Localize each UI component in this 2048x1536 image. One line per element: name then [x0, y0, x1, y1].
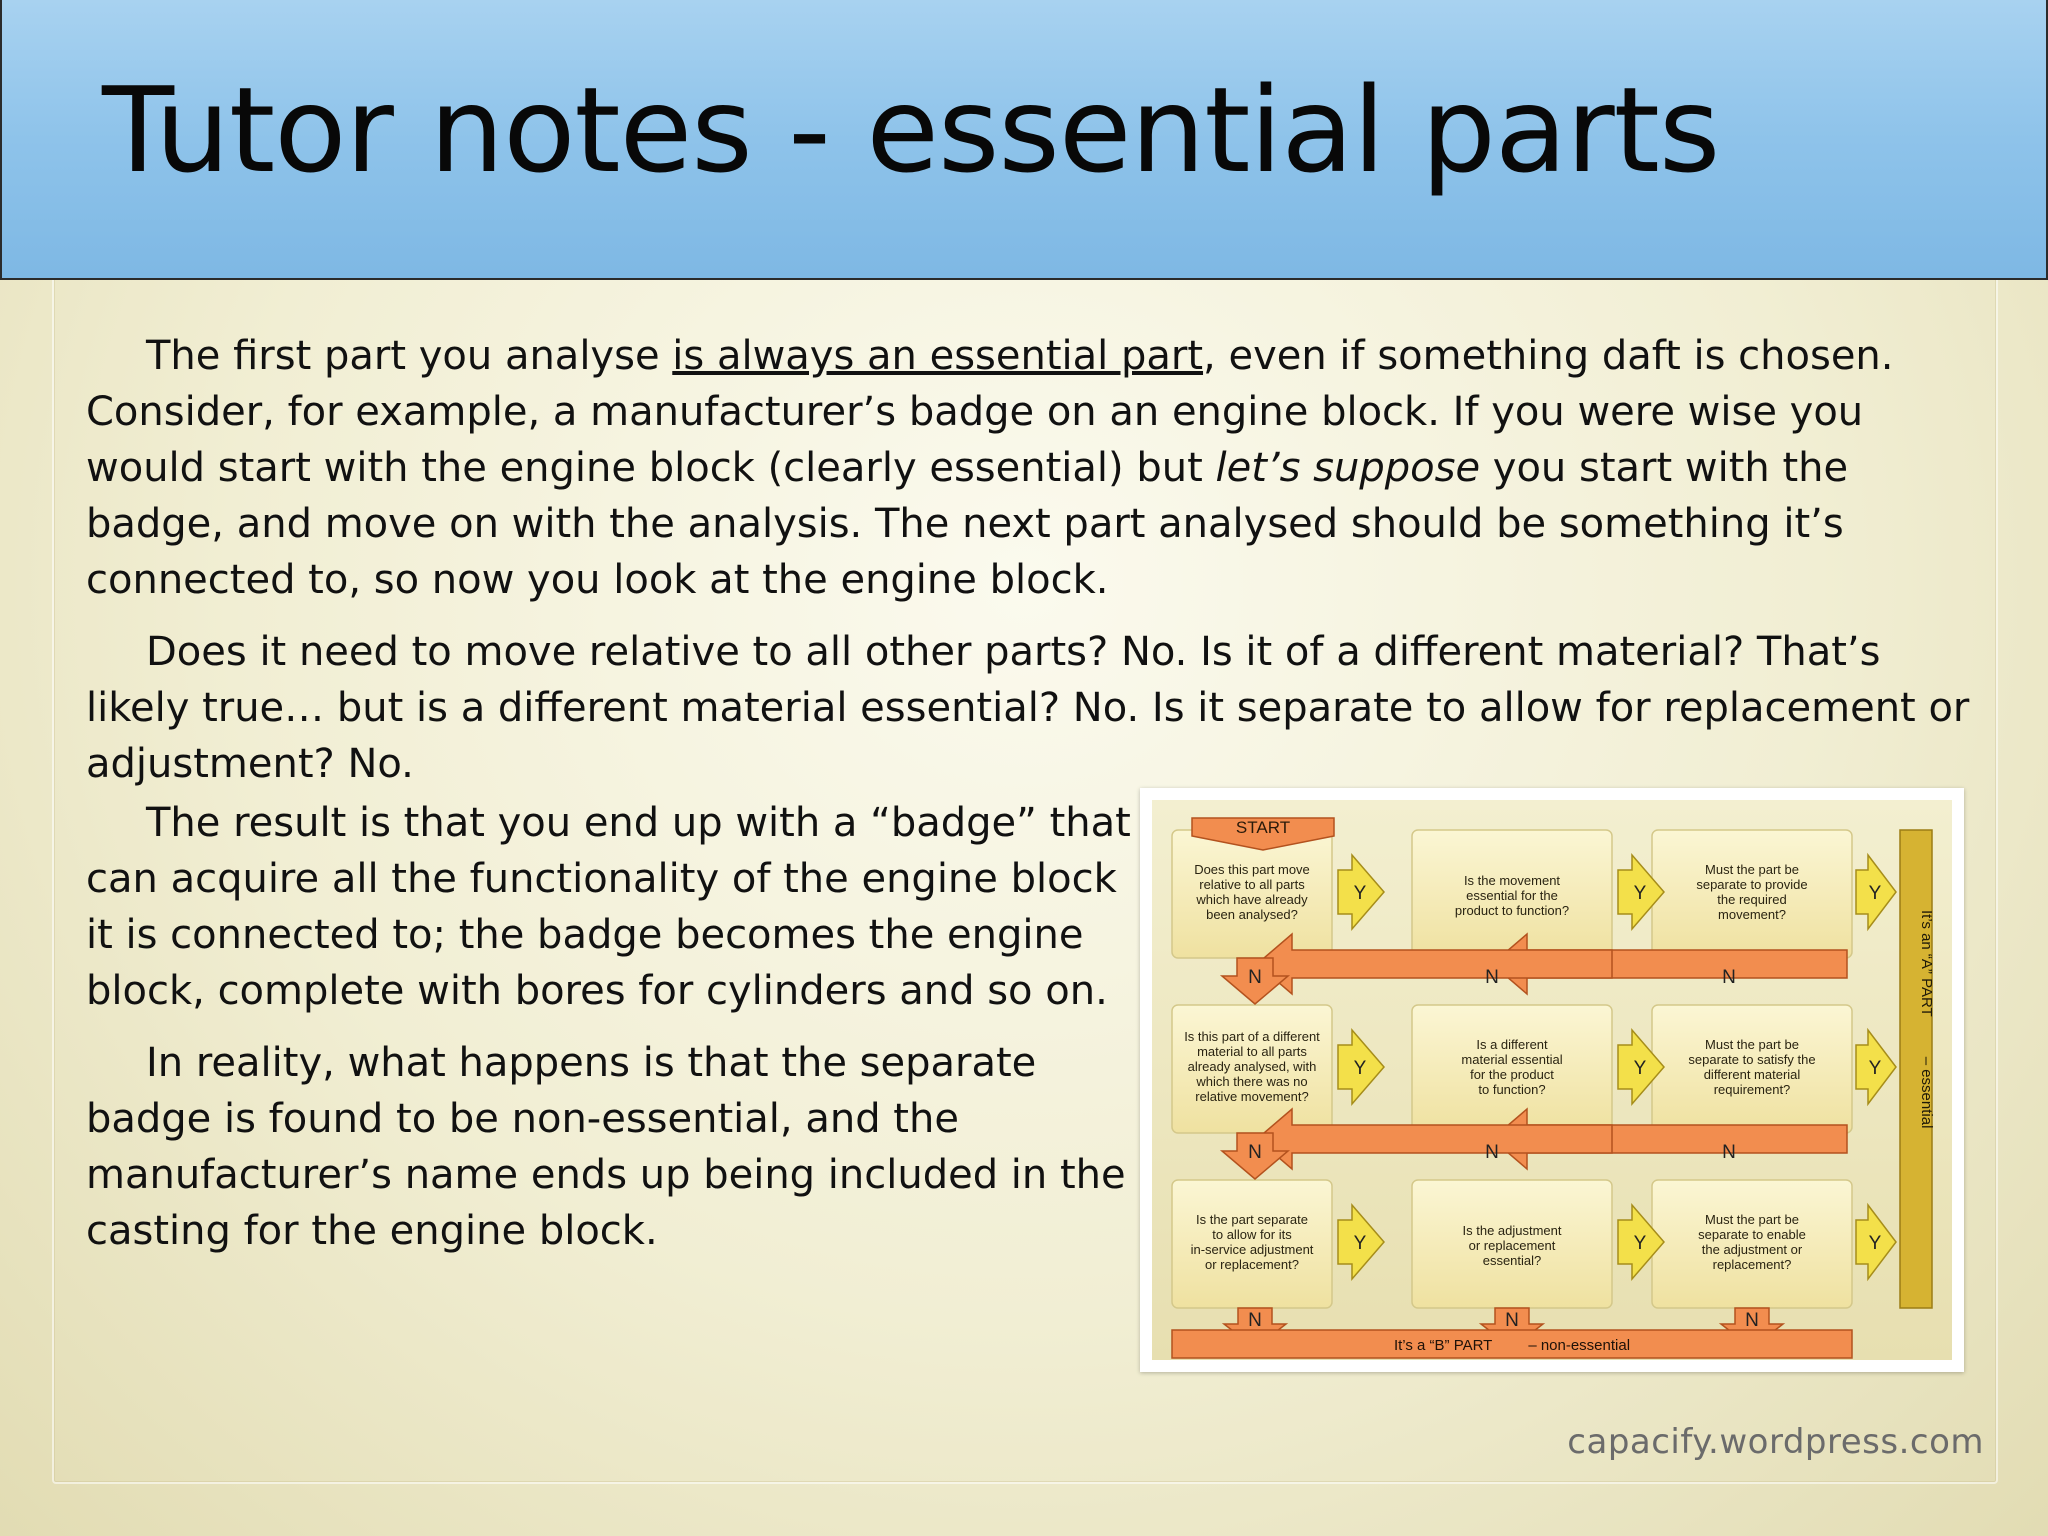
question-line: Is the movement [1463, 873, 1561, 888]
source-credit: capacify.wordpress.com [1567, 1422, 1984, 1462]
no-label-r1c1: N [1248, 967, 1262, 988]
question-line: movement? [1718, 907, 1786, 922]
flowchart-figure [1140, 788, 1964, 1372]
question-line: separate to enable [1698, 1227, 1806, 1242]
question-line: to allow for its [1212, 1227, 1292, 1242]
question-line: Must the part be [1705, 1212, 1799, 1227]
yes-label-r1c2: Y [1633, 883, 1647, 904]
question-line: to function? [1478, 1082, 1546, 1097]
no-label-r2c3: N [1722, 1142, 1736, 1163]
paragraph-4: In reality, what happens is that the separate badge is found to be non-essential, and the manufacturer’s name ends up being included in the casting for the engine block. [86, 1040, 1126, 1254]
question-line: requirement? [1713, 1082, 1791, 1097]
paragraph-3: The result is that you end up with a “badge” that can acquire all the functionality of the engine block it is connected to; the badge becomes the engine block, complete with bores for cylinders and so on. [86, 800, 1131, 1014]
yes-label-r1c3: Y [1868, 883, 1882, 904]
start-label: START [1235, 818, 1291, 837]
b-part-label: It’s a “B” PART – non-essential [1393, 1337, 1631, 1354]
yes-label-r1c1: Y [1353, 883, 1367, 904]
question-text-r2c1 [1184, 1029, 1320, 1104]
question-text-r1c2 [1455, 873, 1569, 918]
question-text-r1c1 [1194, 862, 1310, 922]
question-line: material to all parts [1197, 1044, 1307, 1059]
question-line: which there was no [1196, 1074, 1308, 1089]
question-line: in-service adjustment [1190, 1242, 1314, 1257]
question-line: essential for the [1466, 888, 1558, 903]
question-line: Is the part separate [1195, 1212, 1309, 1227]
text-block-left [86, 795, 1136, 1275]
yes-label-r3c1: Y [1353, 1233, 1367, 1254]
question-line: material essential [1461, 1052, 1563, 1067]
slide-title: Tutor notes - essential parts [102, 61, 1720, 199]
no-label-r3c1: N [1248, 1310, 1262, 1331]
yes-label-r2c1: Y [1353, 1058, 1367, 1079]
no-label-r2c1: N [1248, 1142, 1262, 1163]
question-line: or replacement? [1205, 1257, 1299, 1272]
question-line: or replacement [1468, 1238, 1556, 1253]
question-line: the adjustment or [1701, 1242, 1803, 1257]
question-line: separate to satisfy the [1688, 1052, 1816, 1067]
question-line: which have already [1196, 892, 1308, 907]
question-line: the required [1717, 892, 1787, 907]
question-line: separate to provide [1696, 877, 1808, 892]
a-part-label: It’s an “A” PART– essential [1918, 910, 1935, 1129]
question-line: been analysed? [1206, 907, 1298, 922]
question-line: relative movement? [1195, 1089, 1309, 1104]
yes-label-r3c2: Y [1633, 1233, 1647, 1254]
no-label-r2c2: N [1485, 1142, 1499, 1163]
p1-italic: let’s suppose [1215, 445, 1481, 491]
question-line: Must the part be [1705, 1037, 1799, 1052]
no-label-r1c3: N [1722, 967, 1736, 988]
text-block-top [86, 328, 1986, 808]
no-label-r3c2: N [1505, 1310, 1519, 1331]
p1-underlined: is always an essential part [672, 333, 1204, 379]
question-line: replacement? [1712, 1257, 1792, 1272]
question-line: Does this part move [1194, 862, 1310, 877]
p1-text-c: you start with the badge, and move on with the analysis. The next part analysed should be something it’s connected to, so now you look at the engine block. [86, 445, 1849, 603]
p1-text-a: The first part you analyse [146, 333, 673, 379]
question-line: different material [1703, 1067, 1801, 1082]
question-line: Is this part of a different [1184, 1029, 1320, 1044]
no-label-r1c2: N [1485, 967, 1499, 988]
question-text-r3c3 [1698, 1212, 1806, 1272]
p1-text-b: , even if something daft is chosen. Consider, for example, a manufacturer’s badge on an engine block. If you were wise you would start with the engine block (clearly essential) but [86, 333, 1894, 491]
question-line: essential? [1482, 1253, 1542, 1268]
flowchart-svg [1152, 800, 1952, 1360]
question-line: already analysed, with [1187, 1059, 1317, 1074]
paragraph-1 [86, 328, 1986, 608]
yes-label-r2c3: Y [1868, 1058, 1882, 1079]
paragraph-2: Does it need to move relative to all other parts? No. Is it of a different material? That’s likely true… but is a different material essential? No. Is it separate to allow for replacement or adjustment? No. [86, 629, 1970, 787]
question-line: product to function? [1454, 903, 1570, 918]
question-line: for the product [1470, 1067, 1554, 1082]
yes-label-r2c2: Y [1633, 1058, 1647, 1079]
question-text-r3c1 [1191, 1212, 1314, 1272]
question-line: relative to all parts [1199, 877, 1305, 892]
no-label-r3c3: N [1745, 1310, 1759, 1331]
question-line: Is a different [1476, 1037, 1548, 1052]
yes-label-r3c3: Y [1868, 1233, 1882, 1254]
question-line: Is the adjustment [1462, 1223, 1562, 1238]
title-banner [0, 0, 2048, 280]
b-part-bar [1172, 1330, 1852, 1358]
question-line: Must the part be [1705, 862, 1799, 877]
